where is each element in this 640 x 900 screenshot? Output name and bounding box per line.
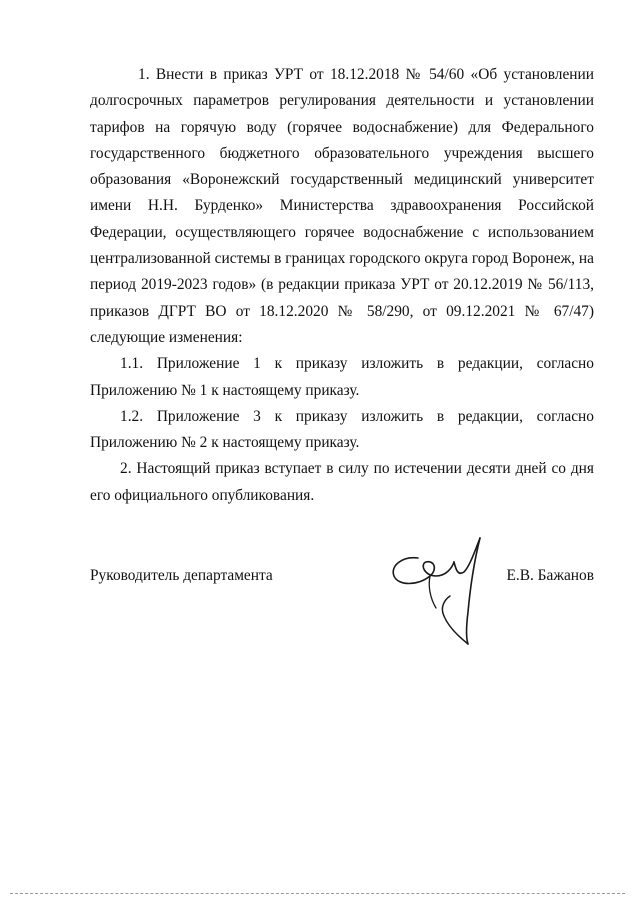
paragraph-item-1-2: 1.2. Приложение 3 к приказу изложить в редакции, согласно Приложению № 2 к настоящему приказу. — [90, 407, 594, 452]
signatory-name: Е.В. Бажанов — [506, 567, 594, 584]
page-bottom-rule — [10, 893, 625, 894]
order-body — [90, 62, 594, 509]
signatory-title: Руководитель департамента — [90, 567, 273, 584]
signature-block — [90, 567, 594, 589]
handwritten-signature — [384, 532, 494, 652]
paragraph-item-2: 2. Настоящий приказ вступает в силу по истечении десяти дней со дня его официального опубликования. — [90, 460, 594, 504]
paragraph-item-1: 1. Внести в приказ УРТ от 18.12.2018 № 54/60 «Об установлении долгосрочных параметров регулирования деятельности и установлении тарифов на горячую воду (горячее водоснабжение) для Федерального государственного бюджетного образовательного учреждения высшего образования «Воронежский государственный медицинский университет имени Н.Н. Бурденко» Министерства здравоохранения Российской Федерации, осуществляющего горячее водоснабжение с использованием централизованной системы в границах городского округа город Воронеж, на период 2019-2023 годов» (в редакции приказа УРТ от 20.12.2019 № 56/113, приказов ДГРТ ВО от 18.12.2020 № 58/290, от 09.12.2021 № 67/47) следующие изменения: — [90, 66, 594, 346]
paragraph-item-1-1: 1.1. Приложение 1 к приказу изложить в редакции, согласно Приложению № 1 к настоящему приказу. — [90, 355, 594, 399]
